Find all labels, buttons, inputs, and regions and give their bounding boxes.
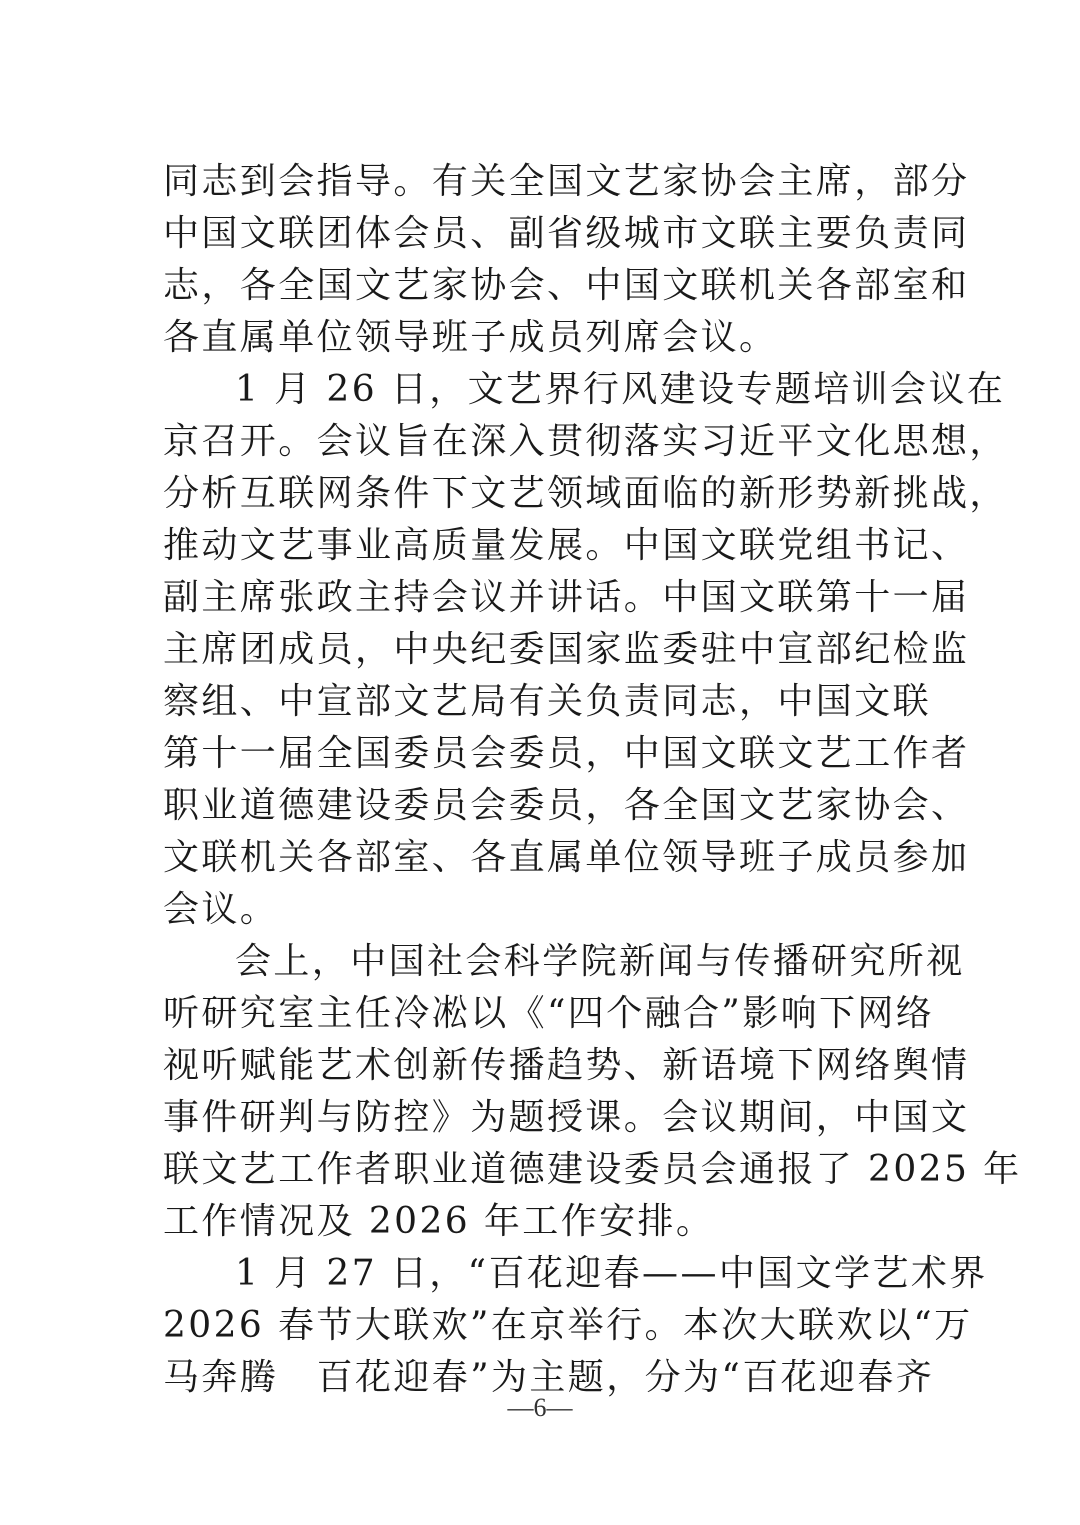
text-line: 会议。	[163, 889, 279, 930]
text-line: 京召开。会议旨在深入贯彻落实习近平文化思想，	[163, 421, 1008, 462]
text-line: 马奔腾 百花迎春”为主题，分为“百花迎春齐	[163, 1357, 935, 1398]
text-line: 文联机关各部室、各直属单位领导班子成员参加	[163, 837, 970, 878]
text-line: 事件研判与防控》为题授课。会议期间，中国文	[163, 1097, 970, 1138]
text-line: 副主席张政主持会议并讲话。中国文联第十一届	[163, 577, 970, 618]
text-line: 分析互联网条件下文艺领域面临的新形势新挑战，	[163, 473, 1008, 514]
paragraph-start-line: 1 月 27 日，“百花迎春——中国文学艺术界	[235, 1253, 988, 1294]
text-line: 视听赋能艺术创新传播趋势、新语境下网络舆情	[163, 1045, 970, 1086]
text-line: 职业道德建设委员会委员，各全国文艺家协会、	[163, 785, 970, 826]
paragraph-start-line: 1 月 26 日，文艺界行风建设专题培训会议在	[235, 369, 1006, 410]
text-line: 察组、中宣部文艺局有关负责同志，中国文联	[163, 681, 932, 722]
text-line: 第十一届全国委员会委员，中国文联文艺工作者	[163, 733, 970, 774]
text-line: 工作情况及 2026 年工作安排。	[163, 1201, 715, 1242]
text-line: 推动文艺事业高质量发展。中国文联党组书记、	[163, 525, 970, 566]
page-number: —6—	[507, 1393, 573, 1422]
paragraph-start-line: 会上，中国社会科学院新闻与传播研究所视	[235, 941, 965, 982]
text-line: 同志到会指导。有关全国文艺家协会主席，部分	[163, 161, 970, 202]
text-line: 2026 春节大联欢”在京举行。本次大联欢以“万	[163, 1305, 973, 1346]
text-line: 主席团成员，中央纪委国家监委驻中宣部纪检监	[163, 629, 970, 670]
text-line: 各直属单位领导班子成员列席会议。	[163, 317, 778, 358]
text-line: 联文艺工作者职业道德建设委员会通报了 2025 年	[163, 1149, 1022, 1190]
text-line: 听研究室主任冷凇以《“四个融合”影响下网络	[163, 993, 935, 1034]
text-line: 中国文联团体会员、副省级城市文联主要负责同	[163, 213, 970, 254]
text-line: 志，各全国文艺家协会、中国文联机关各部室和	[163, 265, 970, 306]
